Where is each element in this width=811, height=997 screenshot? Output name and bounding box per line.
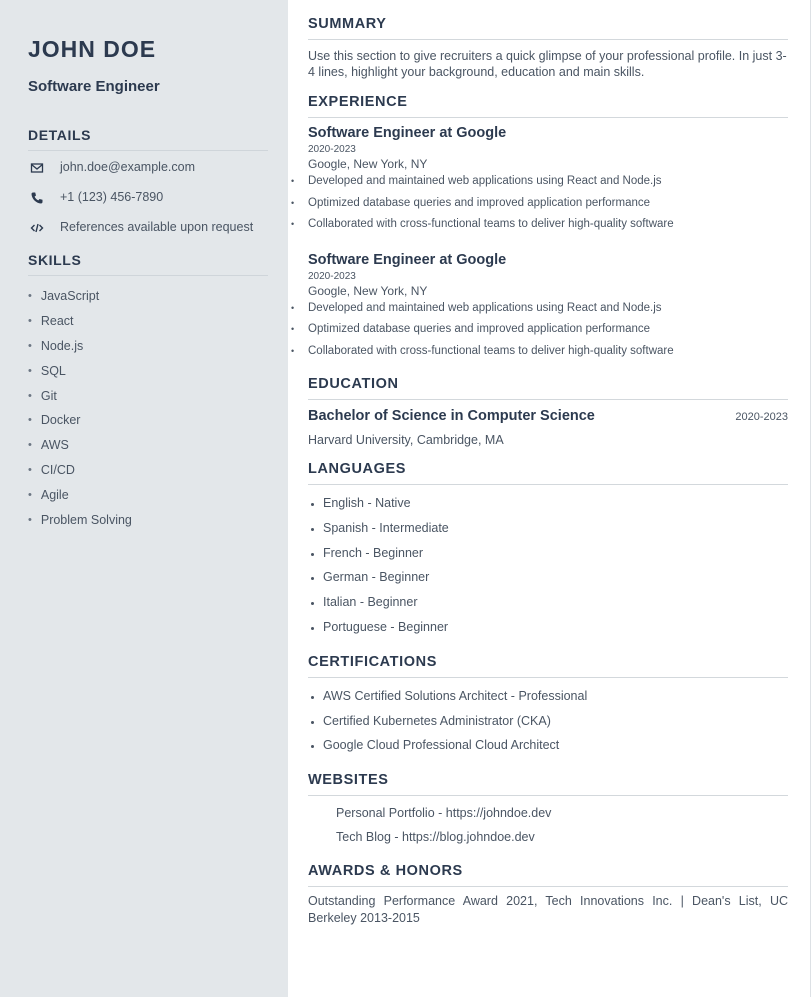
skill-item: • SQL bbox=[28, 358, 268, 383]
details-heading: DETAILS bbox=[28, 127, 268, 151]
language-item: • Italian - Beginner bbox=[323, 590, 788, 615]
job-bullet: • Developed and maintained web applications using React and Node.js bbox=[308, 298, 788, 320]
skill-item: • CI/CD bbox=[28, 458, 268, 483]
skill-item: • Git bbox=[28, 383, 268, 408]
skill-item: • Problem Solving bbox=[28, 507, 268, 532]
job-bullet: • Collaborated with cross-functional teams to deliver high-quality software bbox=[308, 341, 788, 363]
certification-item: • Certified Kubernetes Administrator (CKA) bbox=[323, 709, 788, 734]
detail-phone bbox=[28, 190, 268, 206]
languages-heading: LANGUAGES bbox=[308, 461, 788, 485]
job-date: 2020-2023 bbox=[308, 270, 356, 282]
certifications-list bbox=[308, 684, 788, 758]
job-entry bbox=[308, 252, 788, 363]
education-school: Harvard University, Cambridge, MA bbox=[308, 433, 504, 447]
languages-section bbox=[308, 461, 788, 640]
awards-text: Outstanding Performance Award 2021, Tech Innovations Inc. | Dean's List, UC Berkeley 2013-2015 bbox=[308, 894, 788, 926]
education-heading: EDUCATION bbox=[308, 376, 788, 400]
websites-list bbox=[308, 801, 788, 849]
language-item: • English - Native bbox=[323, 491, 788, 516]
education-degree: Bachelor of Science in Computer Science bbox=[308, 408, 595, 424]
job-date: 2020-2023 bbox=[308, 144, 356, 155]
summary-heading: SUMMARY bbox=[308, 16, 788, 40]
skill-item: • AWS bbox=[28, 433, 268, 458]
references-text: References available upon request bbox=[60, 220, 254, 234]
job-bullet: • Collaborated with cross-functional teams to deliver high-quality software bbox=[308, 214, 788, 236]
phone-icon bbox=[28, 190, 46, 206]
experience-heading: EXPERIENCE bbox=[308, 94, 788, 118]
skill-item: • Agile bbox=[28, 482, 268, 507]
awards-section bbox=[308, 863, 788, 927]
job-entry bbox=[308, 125, 788, 236]
job-location: Google, New York, NY bbox=[308, 283, 428, 298]
language-item: • French - Beginner bbox=[323, 541, 788, 566]
mail-icon bbox=[28, 160, 46, 176]
skill-item: • Node.js bbox=[28, 334, 268, 359]
education-section bbox=[308, 376, 788, 447]
summary-section bbox=[308, 16, 788, 80]
candidate-title: Software Engineer bbox=[28, 78, 160, 95]
code-icon bbox=[28, 220, 46, 236]
job-title: Software Engineer at Google bbox=[308, 251, 507, 268]
phone-text[interactable]: +1 (123) 456-7890 bbox=[60, 190, 164, 204]
job-title: Software Engineer at Google bbox=[308, 125, 507, 141]
language-item: • German - Beginner bbox=[323, 565, 788, 590]
skills-heading: SKILLS bbox=[28, 252, 268, 276]
job-bullet: • Developed and maintained web applications using React and Node.js bbox=[308, 171, 788, 193]
detail-email bbox=[28, 160, 268, 176]
job-bullet: • Optimized database queries and improved application performance bbox=[308, 319, 788, 341]
education-row bbox=[308, 408, 788, 424]
websites-heading: WEBSITES bbox=[308, 772, 788, 796]
language-item: • Spanish - Intermediate bbox=[323, 516, 788, 541]
certifications-heading: CERTIFICATIONS bbox=[308, 654, 788, 678]
skill-item: • Docker bbox=[28, 408, 268, 433]
detail-references bbox=[28, 220, 268, 236]
sidebar bbox=[0, 0, 288, 997]
languages-list bbox=[308, 491, 788, 640]
websites-section bbox=[308, 772, 788, 849]
language-item: • Portuguese - Beginner bbox=[323, 615, 788, 640]
experience-section bbox=[308, 94, 788, 362]
job-bullet: • Optimized database queries and improved application performance bbox=[308, 193, 788, 215]
skills-list bbox=[28, 284, 268, 532]
candidate-name: JOHN DOE bbox=[28, 36, 157, 62]
skill-item: • JavaScript bbox=[28, 284, 268, 309]
website-link[interactable]: Tech Blog - https://blog.johndoe.dev bbox=[336, 830, 535, 845]
awards-heading: AWARDS & HONORS bbox=[308, 863, 788, 887]
skill-item: • React bbox=[28, 309, 268, 334]
job-location: Google, New York, NY bbox=[308, 157, 428, 171]
education-date: 2020-2023 bbox=[735, 411, 788, 423]
email-text[interactable]: john.doe@example.com bbox=[60, 160, 195, 174]
certifications-section bbox=[308, 654, 788, 758]
certification-item: • AWS Certified Solutions Architect - Professional bbox=[323, 684, 788, 709]
job-bullets bbox=[308, 298, 788, 363]
job-bullets bbox=[308, 171, 788, 236]
website-link[interactable]: Personal Portfolio - https://johndoe.dev bbox=[336, 806, 552, 821]
certification-item: • Google Cloud Professional Cloud Architect bbox=[323, 733, 788, 758]
main-content bbox=[288, 0, 811, 997]
summary-text: Use this section to give recruiters a quick glimpse of your professional profile. In just 3-4 lines, highlight your background, education and main skills. bbox=[308, 49, 787, 79]
